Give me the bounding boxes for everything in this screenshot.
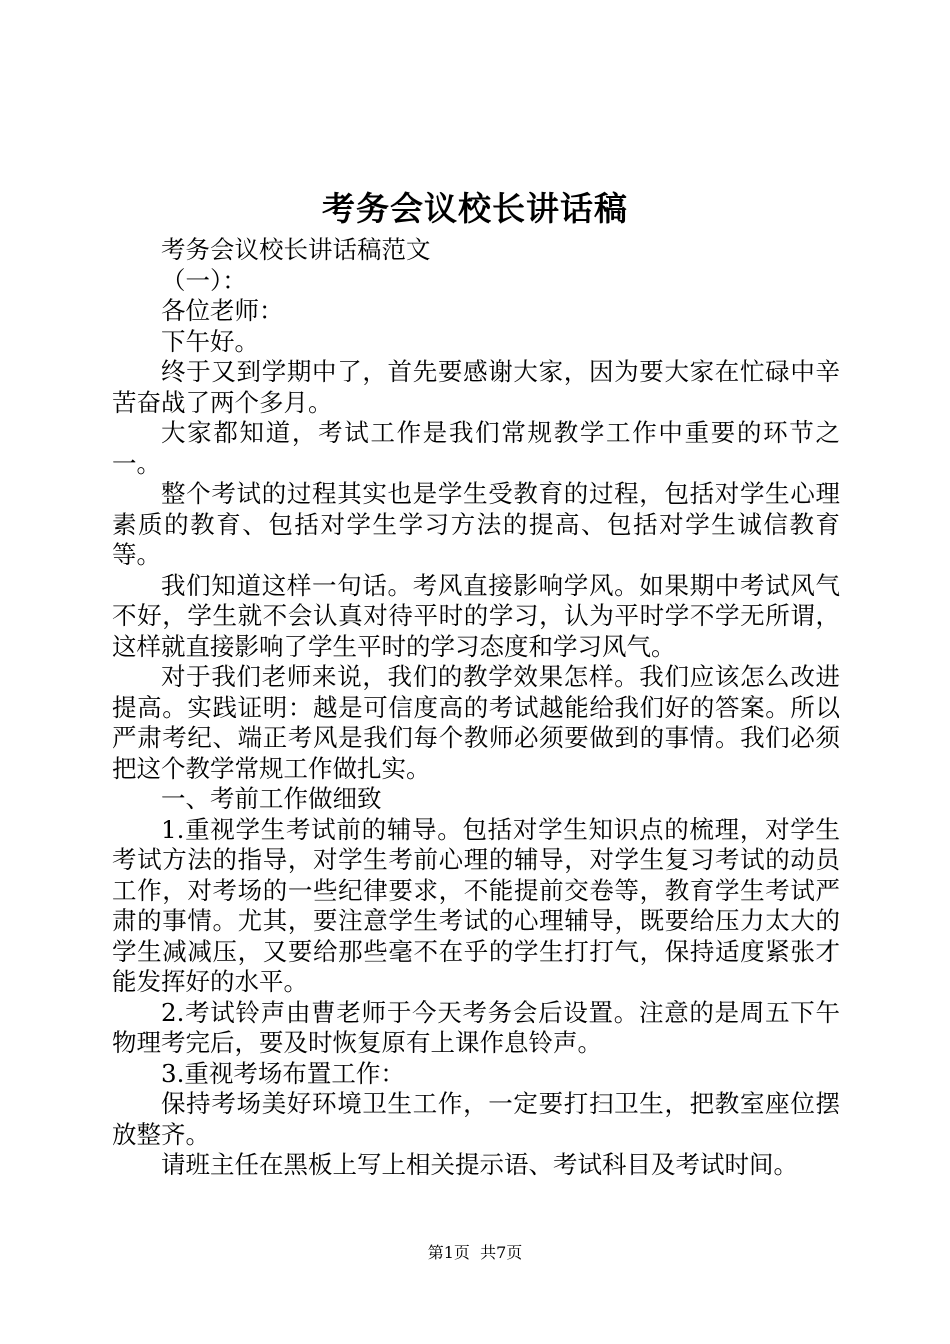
paragraph: 整个考试的过程其实也是学生受教育的过程，包括对学生心理素质的教育、包括对学生学习方法的提高、包括对学生诚信教育等。: [112, 479, 840, 569]
paragraph: 大家都知道，考试工作是我们常规教学工作中重要的环节之一。: [112, 418, 840, 478]
paragraph: 保持考场美好环境卫生工作，一定要打扫卫生，把教室座位摆放整齐。: [112, 1089, 840, 1149]
paragraph: 下午好。: [161, 326, 259, 356]
paragraph: 考务会议校长讲话稿范文: [161, 235, 431, 264]
paragraph: 对于我们老师来说，我们的教学效果怎样。我们应该怎么改进提高。实践证明：越是可信度高的考试越能给我们好的答案。所以严肃考纪、端正考风是我们每个教师必须要做到的事情。我们必须把这个教学常规工作做扎实。: [112, 662, 840, 783]
paragraph: 请班主任在黑板上写上相关提示语、考试科目及考试时间。: [161, 1150, 798, 1179]
paragraph: （一）：: [161, 265, 247, 295]
paragraph: 1.重视学生考试前的辅导。包括对学生知识点的梳理，对学生考试方法的指导，对学生考前心理的辅导，对学生复习考试的动员工作，对考场的一些纪律要求，不能提前交卷等，教育学生考试严肃的事情。尤其，要注意学生考试的心理辅导，既要给压力太大的学生减减压，又要给那些毫不在乎的学生打打气，保持适度紧张才能发挥好的水平。: [112, 814, 840, 996]
paragraph: 3.重视考场布置工作：: [161, 1058, 405, 1088]
paragraph: 终于又到学期中了，首先要感谢大家，因为要大家在忙碌中辛苦奋战了两个多月。: [112, 357, 840, 417]
paragraph: 各位老师：: [161, 296, 284, 325]
paragraph: 我们知道这样一句话。考风直接影响学风。如果期中考试风气不好，学生就不会认真对待平时的学习，认为平时学不学无所谓，这样就直接影响了学生平时的学习态度和学习风气。: [112, 570, 840, 661]
paragraph: 2.考试铃声由曹老师于今天考务会后设置。注意的是周五下午物理考完后，要及时恢复原有上课作息铃声。: [112, 997, 840, 1057]
document-title: 考务会议校长讲话稿: [322, 189, 628, 228]
page-footer: 第1页 共7页: [427, 1243, 523, 1262]
section-heading: 一、考前工作做细致: [161, 784, 382, 813]
document-body: [112, 235, 840, 1181]
